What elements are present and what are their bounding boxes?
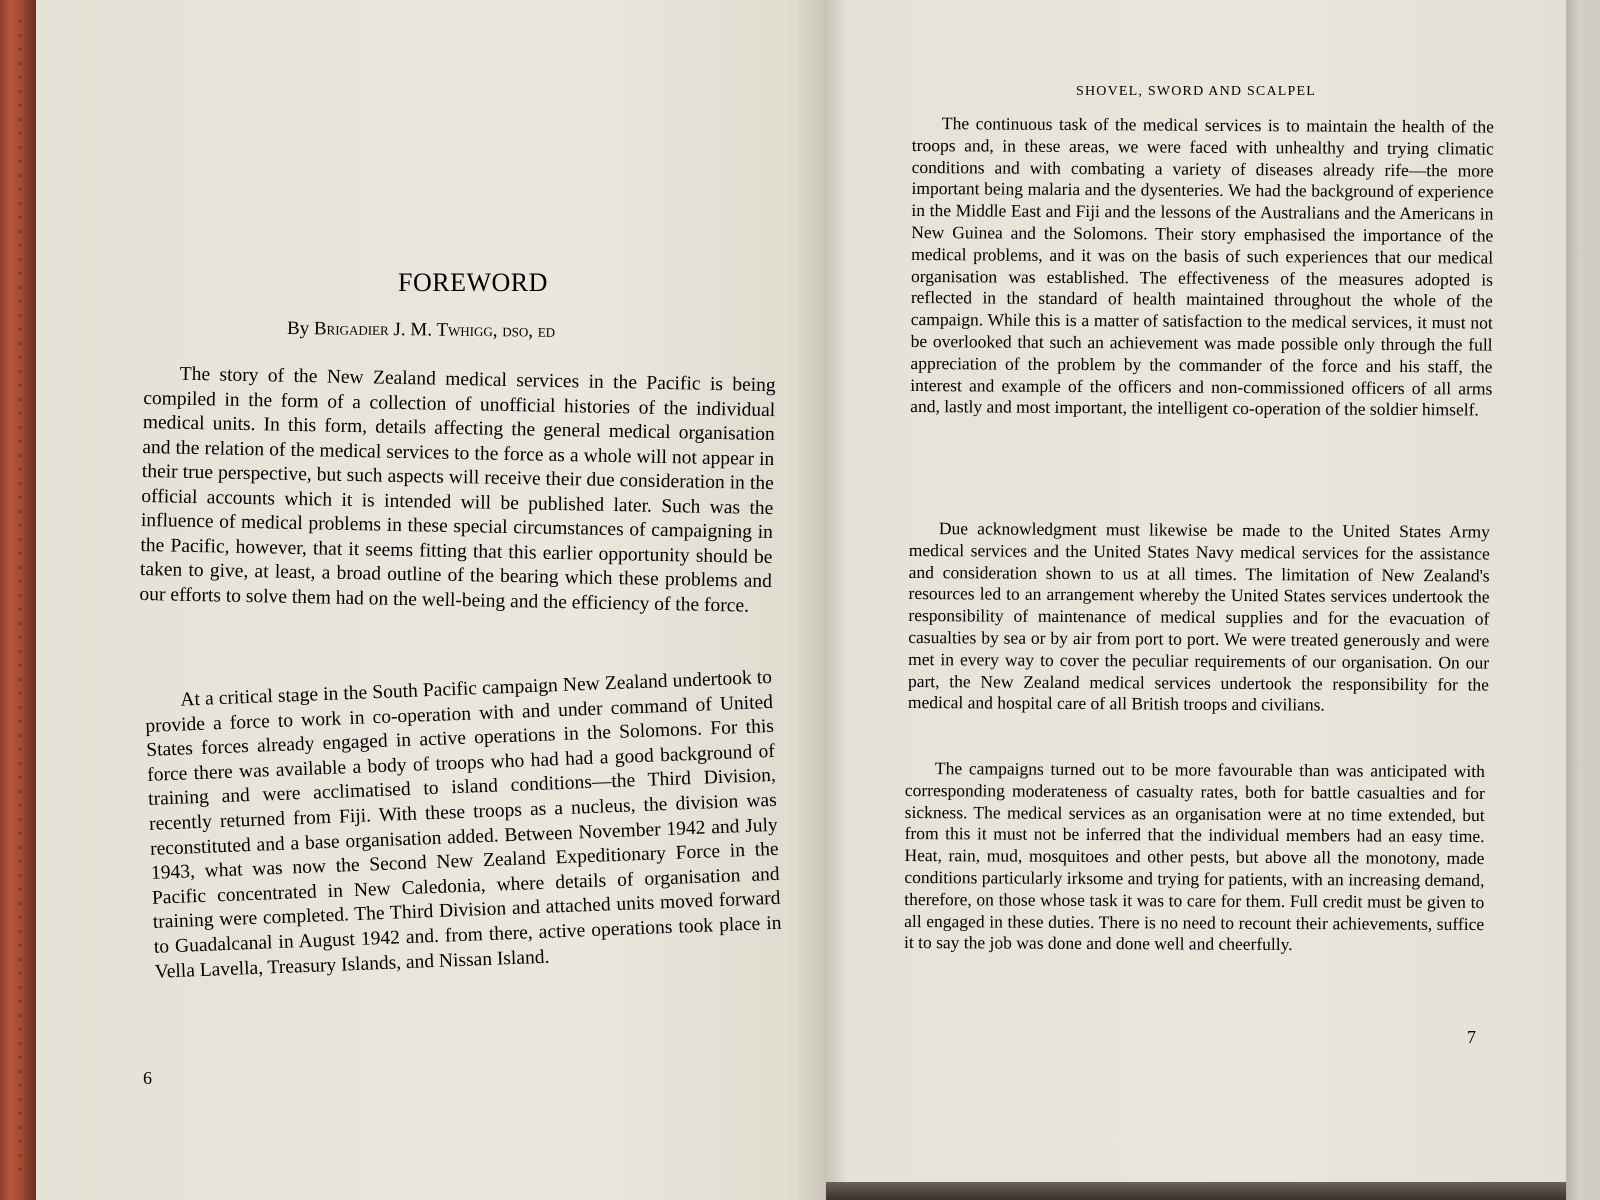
- book-spine: [0, 0, 36, 1200]
- running-head: SHOVEL, SWORD AND SCALPEL: [1076, 84, 1317, 99]
- left-paragraph-2: At a critical stage in the South Pacific campaign New Zealand undertook to provide a force to work in co-operation with and under command of United States forces already engaged in active operations in the Solomons. For this force there was available a body of troops who had had a good background of training and were acclimatised to island conditions—the Third Division, recently returned from Fiji. With these troops as a nucleus, the division was reconstituted and a base organisation added. Between November 1942 and July 1943, what was now the Second New Zealand Expeditionary Force in the Pacific concentrated in New Caledonia, where details of organisation and training were completed. The Third Division and attached units moved forward to Guadalcanal in August 1942 and. from there, active operations took place in Vella Lavella, Treasury Islands, and Nissan Island.: [144, 666, 782, 983]
- byline-honours: dso, ed: [502, 320, 556, 342]
- byline-rank: Brigadier: [313, 318, 389, 341]
- right-paragraph-3: The campaigns turned out to be more favourable than was anticipated with corresponding moderateness of casualty rates, both for battle casualties and for sickness. The medical services as an organisation were at no time extended, but from this it must not be inferred that the individual members had an easy time. Heat, rain, mud, mosquitoes and other pests, but above all the monotony, made conditions particularly irksome and trying for patients, with an increasing demand, therefore, on those whose task it was to care for them. Full credit must be given to all engaged in these duties. There is no need to recount their achievements, suffice it to say the job was done and done well and cheerfully.: [903, 758, 1485, 955]
- left-paragraph-1: The story of the New Zealand medical services in the Pacific is being compiled in the form of a collection of unofficial histories of the individual medical units. In this form, details affecting the general medical organisation and the relation of the medical services to the force as a whole will not appear in their true perspective, but such aspects will receive their due consideration in the official accounts which it is intended will be published later. Such was the influence of medical problems in these special circumstances of campaigning in the Pacific, however, that it seems fitting that this earlier opportunity should be taken to give, at least, a broad outline of the bearing which these problems and our efforts to solve them had on the well-being and the efficiency of the force.: [139, 363, 776, 617]
- byline: [287, 318, 555, 343]
- byline-prefix: By: [286, 318, 310, 340]
- right-paragraph-1: The continuous task of the medical services is to maintain the health of the troops and, in these areas, we were faced with unhealthy and trying climatic conditions and with combating a variety of diseases already rife—the more important being malaria and the dysenteries. We had the background of experience in the Middle East and Fiji and the lessons of the Australians and the Americans in New Guinea and the Solomons. Their story emphasised the importance of the medical problems, and it was on the basis of such experiences that our medical organisation was established. The effectiveness of the measures adopted is reflected in the standard of health maintained throughout the whole of the campaign. While this is a matter of satisfaction to the medical services, it must not be overlooked that such an achievement was made possible only through the full appreciation of the problem by the commander of the force and his staff, the interest and example of the officers and non-commissioned officers of all arms and, lastly and most important, the intelligent co-operation of the soldier himself.: [910, 113, 1494, 420]
- cover-shadow: [826, 1182, 1566, 1200]
- page-number-right: 7: [1467, 1027, 1476, 1047]
- spine-texture: [18, 20, 22, 1180]
- page-title: FOREWORD: [398, 268, 548, 297]
- right-paragraph-2: Due acknowledgment must likewise be made to the United States Army medical services and the United States Navy medical services for the assistance and consideration shown to us at all times. The limitation of New Zealand's resources led to an arrangement whereby the United States services undertook the responsibility of maintenance of medical supplies and for the evacuation of casualties by sea or by air from port to port. We were treated generously and were met in every way to cover the peculiar requirements of our organisation. On our part, the New Zealand medical services undertook the responsibility for the medical and hospital care of all British troops and civilians.: [907, 518, 1490, 715]
- page-number-left: 6: [143, 1068, 152, 1088]
- byline-name: J. M. Twhigg,: [393, 319, 498, 342]
- page-edge: [1566, 0, 1600, 1200]
